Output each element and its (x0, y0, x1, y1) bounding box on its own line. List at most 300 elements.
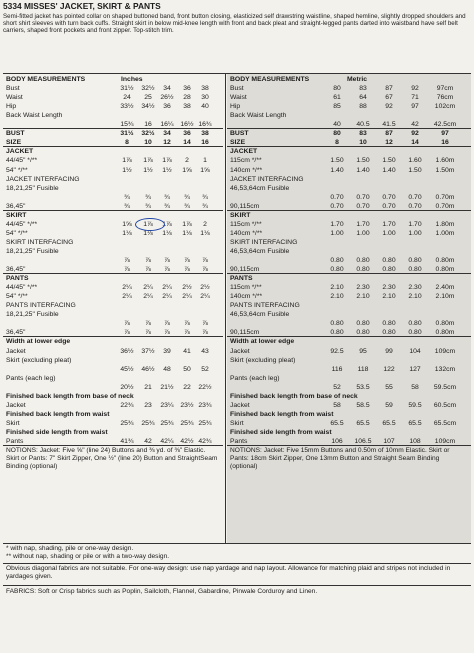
right-row-value: 0.70m (435, 202, 455, 210)
left-row-label: 54" */** (6, 293, 28, 301)
right-row-value: 65.5 (356, 419, 370, 427)
right-row-value: 76cm (436, 94, 454, 102)
left-size_row-value: 8 (125, 139, 129, 147)
left-row-value: ⅞ (124, 257, 130, 264)
left-row-value: 2 (185, 157, 189, 165)
left-row-value: ⅞ (184, 329, 190, 337)
right-row-value: 1.70 (382, 220, 396, 228)
right-row-value: 0.80 (408, 257, 422, 264)
fabrics-note: FABRICS: Soft or Crisp fabrics such as Poplin, Sailcloth, Flannel, Gabardine, Pinwale Corduroy and Linen. (6, 588, 318, 595)
right-row-value: 1.70 (408, 220, 422, 228)
right-row-value: 59.5 (408, 401, 422, 409)
right-body-heading: BODY MEASUREMENTS (230, 76, 310, 83)
right-row-value: 99 (385, 347, 393, 355)
left-row-value: 34½ (141, 103, 155, 111)
left-row-value: ¾ (184, 193, 190, 201)
right-body-unit: Metric (347, 76, 368, 83)
right-row-value: 55 (385, 383, 393, 391)
right-row-value: 0.80 (356, 266, 370, 274)
right-size_row-value: 12 (385, 139, 393, 147)
right-row-value: 1.50 (382, 157, 396, 165)
right-row-label: 140cm */** (230, 293, 263, 301)
left-row-value: 24 (123, 94, 131, 102)
left-row-value: 33½ (120, 103, 134, 111)
left-row-value: ¾ (184, 202, 190, 210)
left-row-value: 2¼ (122, 293, 132, 301)
right-row-value: 58.5 (356, 401, 370, 409)
left-row-value: ¾ (124, 193, 130, 201)
right-row-label: 140cm */** (230, 166, 263, 174)
left-row-value: 16 (144, 121, 152, 129)
left-row-value: 22 (183, 383, 191, 391)
left-row-label: 54" */** (6, 166, 28, 174)
left-row-value: ⅞ (184, 257, 190, 264)
left-size_row-value: 16 (201, 139, 209, 147)
left-heading-back_heading: Finished back length from base of neck (6, 392, 134, 400)
right-row-value: 65.5 (382, 419, 396, 427)
right-row-value: 0.80 (382, 266, 396, 274)
left-row-value: 1⅞ (143, 220, 153, 228)
left-row-value: ⅞ (164, 266, 170, 274)
right-row-value: 2.10m (435, 293, 455, 301)
right-row-value: 0.70 (408, 202, 422, 210)
right-row-value: 0.80m (435, 266, 455, 274)
right-row-value: 52 (333, 383, 341, 391)
left-row-label: Bust (6, 85, 20, 93)
left-row-value: 36 (163, 103, 171, 111)
left-size_row-value: 10 (144, 139, 152, 147)
left-row-value: ⅞ (164, 329, 170, 337)
left-row-value: ⅞ (202, 266, 208, 274)
right-row-value: 0.70 (356, 202, 370, 210)
right-size_row-value: 16 (441, 139, 449, 147)
right-row-value: 1.00 (382, 229, 396, 237)
right-row-value: 104 (409, 347, 421, 355)
right-row-value: 0.70 (330, 193, 344, 201)
right-row-value: 118 (357, 365, 369, 373)
left-row-value: 42 (144, 438, 152, 445)
right-row-value: 59.5cm (433, 383, 457, 391)
left-heading-pants_heading: PANTS (6, 275, 29, 283)
left-row-value: 1⅛ (143, 229, 153, 237)
left-heading-jacket_int_sub: 18,21,25" Fusible (6, 184, 59, 192)
right-row-value: 2.10 (356, 293, 370, 301)
left-row-value: 37½ (141, 347, 155, 355)
right-row-label: Pants (230, 438, 248, 445)
left-row-value: ⅞ (145, 266, 151, 274)
left-bust_row-value: 31½ (120, 130, 134, 138)
left-row-label: Jacket (6, 401, 26, 409)
right-row-value: 109cm (434, 438, 456, 445)
left-heading-side_pants_heading: Finished side length from waist (6, 428, 108, 436)
right-row-value: 1.80m (435, 220, 455, 228)
right-row-value: 1.60 (408, 157, 422, 165)
left-bust_row-value: 36 (183, 130, 191, 138)
right-row-value: 1.50 (408, 166, 422, 174)
left-row-value: ⅞ (124, 329, 130, 337)
right-row-value: 0.70 (356, 193, 370, 201)
left-row-value: 31½ (120, 85, 134, 93)
right-row-value: 87 (385, 85, 393, 93)
right-row-value: 122 (383, 365, 395, 373)
right-row-value: 116 (331, 365, 343, 373)
left-row-label: 36,45" (6, 266, 26, 274)
left-row-value: ¾ (202, 193, 208, 201)
left-heading-pants_int_sub: 18,21,25" Fusible (6, 311, 59, 319)
left-row-label: 36,45" (6, 329, 26, 337)
left-row-value: ⅞ (202, 329, 208, 337)
right-row-label: Bust (230, 85, 244, 93)
left-row-label: 44/45" */** (6, 157, 38, 165)
left-row-label: 36,45" (6, 202, 26, 210)
left-row-value: 1⅝ (182, 166, 192, 174)
right-row-value: 1.00 (330, 229, 344, 237)
left-bust_row-value: 38 (201, 130, 209, 138)
left-row-value: 1⅝ (200, 166, 210, 174)
left-row-value: 2½ (200, 284, 210, 292)
left-row-value: 25 (144, 94, 152, 102)
left-row-value: 45½ (120, 365, 134, 373)
right-heading-pants_int_heading: PANTS INTERFACING (230, 302, 300, 310)
right-heading-jacket_int_sub: 46,53,64cm Fusible (230, 184, 290, 192)
right-bust_row-value: 80 (333, 130, 341, 138)
left-row-value: 23 (144, 401, 152, 409)
left-row-value: 21½ (160, 383, 174, 391)
right-row-value: 106 (331, 438, 343, 445)
right-row-label: 115cm */** (230, 220, 262, 228)
right-row-value: 65.5 (330, 419, 344, 427)
left-row-label: 54" */** (6, 229, 28, 237)
left-row-value: 25¾ (180, 419, 194, 427)
left-row-label: 44/45" */** (6, 220, 38, 228)
right-row-value: 0.70 (330, 202, 344, 210)
right-row-value: 0.70 (382, 202, 396, 210)
right-row-value: 0.80 (330, 329, 344, 337)
left-row-value: 2¼ (182, 293, 192, 301)
right-row-label: Pants (each leg) (230, 374, 280, 382)
left-row-label: Skirt (excluding pleat) (6, 356, 72, 364)
right-row-value: 2.30 (382, 284, 396, 292)
right-row-value: 1.70 (356, 220, 370, 228)
right-row-label: Hip (230, 103, 241, 111)
left-row-label: Skirt (6, 419, 20, 427)
left-row-value: 1⅞ (143, 157, 153, 165)
right-row-label: 115cm */** (230, 284, 262, 292)
right-row-label: 115cm */** (230, 157, 262, 165)
right-row-value: 92 (411, 85, 419, 93)
left-row-value: 2¼ (162, 293, 172, 301)
left-row-value: 15¾ (120, 121, 134, 129)
left-row-value: ¾ (124, 202, 130, 210)
right-row-value: 0.80 (382, 320, 396, 328)
left-row-value: ⅞ (202, 257, 208, 264)
right-row-value: 80 (333, 85, 341, 93)
pattern-description: Semi-fitted jacket has pointed collar on shaped buttoned band, front button closing, elasticized self drawstring waistline, shaped hemline, slightly dropped shoulders and short shirt sleeves with turn back cuffs. Straight skirt in below mid-knee length with front and back pleat and straight-legged pants darted into waistband have self belt carriers, shaped front pockets and front zipper. Top-stitch trim. (3, 12, 466, 34)
left-row-value: 1 (203, 157, 207, 165)
right-row-value: 2.10 (330, 293, 344, 301)
diagonal-note: Obvious diagonal fabrics are not suitable. For one-way design: use nap yardage and nap layout. Allowance for matching plaid and stripes not included in yardages given. (6, 565, 451, 580)
right-row-value: 0.70m (435, 193, 455, 201)
left-body-heading: BODY MEASUREMENTS (6, 76, 86, 83)
right-size_row-label: SIZE (230, 139, 246, 147)
right-row-value: 1.40 (356, 166, 370, 174)
right-row-value: 42 (411, 121, 419, 129)
footnote-no-nap: ** without nap, shading or pile or with a two-way design. (6, 553, 170, 560)
left-row-value: 43 (201, 347, 209, 355)
left-row-label: Jacket (6, 347, 26, 355)
right-divider (227, 273, 471, 274)
right-bust_row-value: 83 (359, 130, 367, 138)
left-row-value: 2¼ (122, 284, 132, 292)
right-row-value: 88 (359, 103, 367, 111)
left-bust_row-label: BUST (6, 130, 25, 138)
right-row-label: 90,115cm (230, 266, 260, 274)
right-row-label: Skirt (230, 419, 244, 427)
left-row-value: 1½ (143, 166, 153, 174)
left-row-value: 1½ (122, 166, 132, 174)
right-heading-side_pants_heading: Finished side length from waist (230, 428, 332, 436)
left-row-value: 26½ (160, 94, 174, 102)
left-row-value: 1⅛ (182, 229, 192, 237)
right-row-value: 97cm (436, 85, 454, 93)
left-bust_row-value: 32½ (141, 130, 155, 138)
left-row-value: ¾ (145, 193, 151, 201)
right-heading-skirt_heading: SKIRT (230, 211, 251, 219)
right-row-value: 59 (385, 401, 393, 409)
right-row-value: 1.40 (382, 166, 396, 174)
left-heading-skirt_int_sub: 18,21,25" Fusible (6, 247, 59, 255)
right-heading-side_skirt_heading: Finished back length from waist (230, 410, 334, 418)
right-row-value: 58 (333, 401, 341, 409)
right-row-value: 2.30 (408, 284, 422, 292)
right-row-value: 1.50 (330, 157, 344, 165)
right-row-value: 64 (359, 94, 367, 102)
left-row-value: 25¾ (160, 419, 174, 427)
left-row-value: ⅞ (164, 320, 170, 328)
left-row-value: 25¾ (198, 419, 212, 427)
left-row-value: 2¼ (143, 284, 153, 292)
right-row-value: 97 (411, 103, 419, 111)
footnote-nap: * with nap, shading, pile or one-way design. (6, 545, 134, 552)
right-heading-width_heading: Width at lower edge (230, 338, 295, 346)
left-row-value: 36½ (120, 347, 134, 355)
pattern-header (3, 2, 471, 34)
left-row-value: 36 (183, 85, 191, 93)
left-row-value: 23½ (180, 401, 194, 409)
right-bust_row-value: 97 (441, 130, 449, 138)
left-row-value: 1⅛ (162, 229, 172, 237)
left-row-value: 20½ (120, 383, 134, 391)
left-row-value: 1⅞ (122, 157, 132, 165)
right-row-value: 1.00m (435, 229, 455, 237)
left-row-value: ⅞ (145, 329, 151, 337)
right-heading-back_heading: Finished back length from base of neck (230, 392, 358, 400)
left-row-label: Pants (each leg) (6, 374, 56, 382)
right-row-value: 0.80 (382, 257, 396, 264)
right-heading-jacket_heading: JACKET (230, 148, 258, 156)
right-bust_row-label: BUST (230, 130, 249, 138)
right-bust_row-value: 92 (411, 130, 419, 138)
right-row-value: 2.30 (356, 284, 370, 292)
right-heading-pants_heading: PANTS (230, 275, 253, 283)
left-row-value: 32½ (141, 85, 155, 93)
right-row-value: 109cm (434, 347, 456, 355)
fabrics-rule (3, 585, 471, 586)
right-row-value: 58 (411, 383, 419, 391)
right-row-value: 1.00 (356, 229, 370, 237)
column-divider (225, 73, 226, 543)
left-body-unit: Inches (121, 76, 143, 83)
left-row-value: 39 (163, 347, 171, 355)
highlight-circle (135, 218, 165, 231)
left-row-label: Back Waist Length (6, 112, 63, 120)
left-divider (3, 445, 223, 446)
right-row-label: 90,115cm (230, 202, 260, 210)
diagonal-rule (3, 563, 471, 564)
right-row-value: 0.80m (435, 257, 455, 264)
left-row-value: ⅞ (124, 266, 130, 274)
right-row-value: 60.5cm (433, 401, 457, 409)
left-notions: NOTIONS: Jacket: Five ⅝" (line 24) Buttons and ⅜ yd. of ⅜" Elastic. Skirt or Pants: 7" Skirt Zipper, One ½" (line 20) Button and StraightSeam Binding (optional) (6, 447, 218, 471)
right-row-value: 132cm (434, 365, 456, 373)
right-row-value: 0.80 (330, 257, 344, 264)
left-row-value: ¾ (145, 202, 151, 210)
right-row-value: 40.5 (356, 121, 370, 129)
left-row-value: ⅞ (184, 266, 190, 274)
right-notions: NOTIONS: Jacket: Five 15mm Buttons and 0.50m of 10mm Elastic. Skirt or Pants: 18cm Skirt Zipper, One 13mm Button and Straight Seam Binding (optional) (230, 447, 450, 471)
left-size_row-value: 12 (163, 139, 171, 147)
right-row-label: Skirt (excluding pleat) (230, 356, 296, 364)
left-size_row-label: SIZE (6, 139, 22, 147)
right-row-value: 83 (359, 85, 367, 93)
left-row-value: 1⅝ (122, 220, 132, 228)
right-size_row-value: 14 (411, 139, 419, 147)
right-row-value: 0.80 (356, 329, 370, 337)
right-row-value: 92 (385, 103, 393, 111)
right-row-value: 102cm (434, 103, 456, 111)
left-row-value: 42¼ (160, 438, 174, 445)
left-row-value: 2¼ (143, 293, 153, 301)
right-row-label: Jacket (230, 401, 250, 409)
right-heading-pants_int_sub: 46,53,64cm Fusible (230, 311, 290, 319)
left-row-value: 2½ (182, 284, 192, 292)
left-row-value: 16¼ (160, 121, 174, 129)
left-row-value: ⅞ (202, 320, 208, 328)
right-bust_row-value: 87 (385, 130, 393, 138)
right-row-value: 1.40 (330, 166, 344, 174)
right-row-value: 0.80 (408, 320, 422, 328)
right-row-value: 92.5 (330, 347, 344, 355)
left-divider (3, 146, 223, 147)
right-row-value: 0.80 (408, 266, 422, 274)
right-row-value: 1.00 (408, 229, 422, 237)
pattern-title: 5334 MISSES' JACKET, SKIRT & PANTS (3, 1, 161, 11)
right-row-value: 2.10 (382, 293, 396, 301)
right-heading-skirt_int_heading: SKIRT INTERFACING (230, 238, 298, 246)
right-row-value: 40 (333, 121, 341, 129)
right-size_row-value: 10 (359, 139, 367, 147)
right-row-value: 107 (383, 438, 395, 445)
left-row-value: 1⅞ (162, 220, 172, 228)
right-row-value: 2.10 (408, 293, 422, 301)
right-size_row-value: 8 (335, 139, 339, 147)
left-heading-skirt_int_heading: SKIRT INTERFACING (6, 238, 74, 246)
left-row-value: 21 (144, 383, 152, 391)
right-row-value: 71 (411, 94, 419, 102)
right-row-value: 61 (333, 94, 341, 102)
left-row-value: 52 (201, 365, 209, 373)
right-row-value: 1.70 (330, 220, 344, 228)
left-row-value: 16¾ (198, 121, 212, 129)
left-row-value: 23¾ (198, 401, 212, 409)
right-row-value: 53.5 (356, 383, 370, 391)
left-row-value: 25¾ (141, 419, 155, 427)
left-row-value: ⅞ (164, 257, 170, 264)
left-row-label: 44/45" */** (6, 284, 38, 292)
left-row-value: 22¾ (120, 401, 134, 409)
left-row-value: 2 (203, 220, 207, 228)
left-row-value: 1⅞ (182, 220, 192, 228)
left-row-value: 1⅞ (162, 157, 172, 165)
left-row-value: ¾ (164, 193, 170, 201)
right-divider (227, 210, 471, 211)
left-row-value: 1⅛ (200, 229, 210, 237)
right-row-value: 106.5 (354, 438, 372, 445)
left-row-value: 38 (183, 103, 191, 111)
right-row-label: 140cm */** (230, 229, 263, 237)
right-row-value: 0.70 (408, 193, 422, 201)
right-row-label: Jacket (230, 347, 250, 355)
right-row-label: Back Waist Length (230, 112, 287, 120)
right-row-value: 2.40m (435, 284, 455, 292)
right-row-label: 90,115cm (230, 329, 260, 337)
top-rule (3, 73, 471, 74)
right-divider (227, 445, 471, 446)
right-row-value: 0.80 (356, 257, 370, 264)
left-row-value: ¾ (164, 202, 170, 210)
left-row-value: 28 (183, 94, 191, 102)
left-row-value: 25¾ (120, 419, 134, 427)
right-row-value: 67 (385, 94, 393, 102)
left-heading-skirt_heading: SKIRT (6, 211, 27, 219)
left-row-value: 42½ (180, 438, 194, 445)
left-row-value: 38 (201, 85, 209, 93)
left-row-value: 42¾ (198, 438, 212, 445)
left-row-value: 48 (163, 365, 171, 373)
right-row-value: 95 (359, 347, 367, 355)
right-row-value: 0.80m (435, 320, 455, 328)
right-row-value: 0.80 (330, 320, 344, 328)
right-row-value: 0.80m (435, 329, 455, 337)
right-row-value: 0.80 (382, 329, 396, 337)
left-heading-width_heading: Width at lower edge (6, 338, 71, 346)
footnote-rule (3, 543, 471, 544)
right-row-value: 0.80 (408, 329, 422, 337)
left-row-value: ⅞ (124, 320, 130, 328)
left-row-value: 34 (163, 85, 171, 93)
right-row-value: 0.80 (330, 266, 344, 274)
right-divider (227, 146, 471, 147)
left-row-value: 16½ (180, 121, 194, 129)
left-heading-jacket_int_heading: JACKET INTERFACING (6, 175, 80, 183)
right-row-value: 108 (409, 438, 421, 445)
left-row-value: ⅞ (145, 320, 151, 328)
left-row-value: 30 (201, 94, 209, 102)
left-row-value: 2¼ (162, 284, 172, 292)
right-row-value: 0.70 (382, 193, 396, 201)
left-row-value: 1⅛ (122, 229, 132, 237)
left-row-value: 41 (183, 347, 191, 355)
